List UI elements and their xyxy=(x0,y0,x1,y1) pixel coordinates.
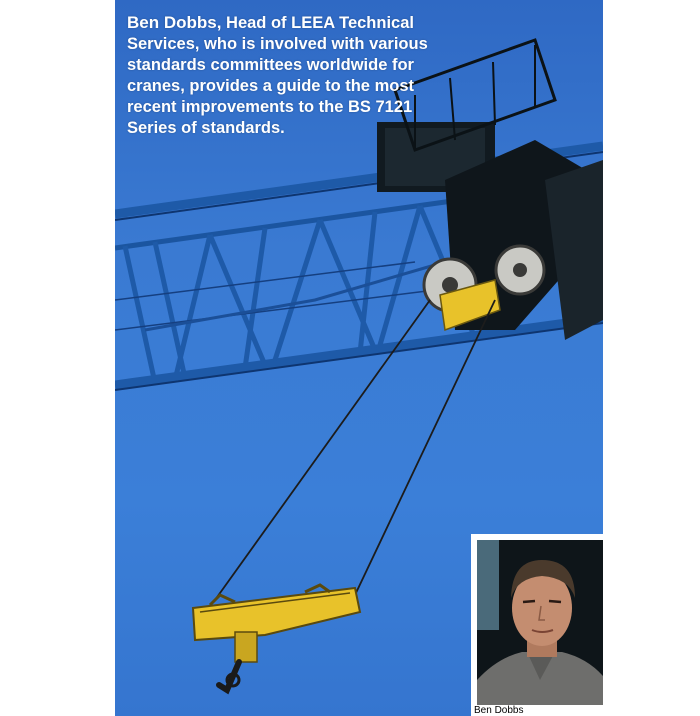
hook-block xyxy=(193,585,360,690)
author-name: Ben Dobbs, xyxy=(127,13,222,32)
portrait-illustration xyxy=(477,540,603,705)
portrait-caption: Ben Dobbs xyxy=(474,705,524,716)
portrait-inset xyxy=(471,534,603,716)
intro-body: Head of LEEA Technical Services, who is involved with various standards committees worldwide for cranes, provides a guide to the most recent improvements to the BS 7121 Series of standards. xyxy=(127,14,428,137)
portrait-photo xyxy=(477,540,603,705)
intro-text xyxy=(127,12,447,139)
